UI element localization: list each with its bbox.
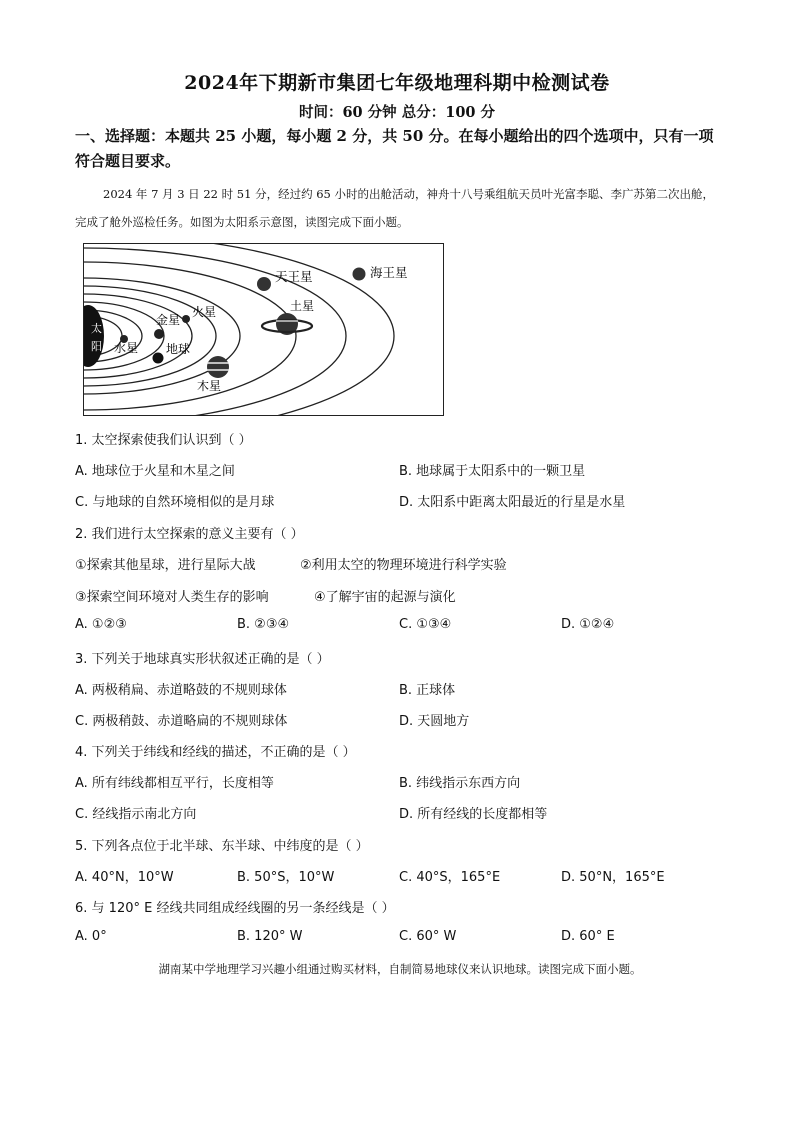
- q2-stem: 2. 我们进行太空探索的意义主要有（ ）: [75, 527, 304, 542]
- venus-icon: [154, 329, 164, 339]
- solar-system-diagram: [84, 244, 443, 415]
- q2-option-d[interactable]: D. ①②④: [561, 617, 615, 632]
- q2-item-1: ①探索其他星球，进行星际大战: [75, 558, 256, 573]
- uranus-icon: [257, 277, 271, 291]
- q5-option-c[interactable]: C. 40°S，165°E: [399, 870, 501, 885]
- q4-option-d[interactable]: D. 所有经线的长度都相等: [399, 807, 548, 822]
- label-saturn: 土星: [290, 299, 315, 313]
- q1-option-c[interactable]: C. 与地球的自然环境相似的是月球: [75, 495, 275, 510]
- q3-option-c[interactable]: C. 两极稍鼓、赤道略扁的不规则球体: [75, 714, 288, 729]
- q1-option-b[interactable]: B. 地球属于太阳系中的一颗卫星: [399, 464, 586, 479]
- q1-option-a[interactable]: A. 地球位于火星和木星之间: [75, 464, 235, 479]
- q4-stem: 4. 下列关于纬线和经线的描述，不正确的是（ ）: [75, 745, 356, 760]
- q3-option-d[interactable]: D. 天圆地方: [399, 714, 470, 729]
- intro-paragraph: 2024 年 7 月 3 日 22 时 51 分，经过约 65 小时的出舱活动，神舟十八号乘组航天员叶光富李聪、李广苏第二次出舱，完成了舱外巡检任务。如图为太阳系示意图，读图完成下面小题。: [75, 187, 715, 229]
- q4-option-c[interactable]: C. 经线指示南北方向: [75, 807, 197, 822]
- jupiter-icon: [207, 356, 229, 378]
- sun-icon: [84, 305, 104, 367]
- label-venus: 金星: [156, 313, 181, 327]
- q6-option-a[interactable]: A. 0°: [75, 929, 107, 944]
- q1-option-d[interactable]: D. 太阳系中距离太阳最近的行星是水星: [399, 495, 626, 510]
- label-uranus: 天王星: [275, 269, 313, 284]
- q6-option-d[interactable]: D. 60° E: [561, 929, 615, 944]
- q4-option-a[interactable]: A. 所有纬线都相互平行，长度相等: [75, 776, 274, 791]
- page-title: 2024年下期新市集团七年级地理科期中检测试卷: [184, 72, 610, 94]
- label-earth: 地球: [166, 342, 191, 356]
- neptune-icon: [353, 268, 366, 281]
- q3-option-b[interactable]: B. 正球体: [399, 683, 456, 698]
- sun-label-top: 太: [91, 322, 102, 335]
- earth-icon: [153, 353, 164, 364]
- label-mars: 火星: [192, 305, 217, 319]
- orbits: [84, 244, 394, 415]
- q6-stem: 6. 与 120° E 经线共同组成经线圈的另一条经线是（ ）: [75, 901, 395, 916]
- q6-option-c[interactable]: C. 60° W: [399, 929, 457, 944]
- q3-stem: 3. 下列关于地球真实形状叙述正确的是（ ）: [75, 652, 330, 667]
- q2-item-3: ③探索空间环境对人类生存的影响: [75, 590, 269, 605]
- q2-option-a[interactable]: A. ①②③: [75, 617, 127, 632]
- next-section-intro: 湖南某中学地理学习兴趣小组通过购买材料，自制简易地球仪来认识地球。读图完成下面小题。: [158, 962, 642, 976]
- q2-item-4: ④了解宇宙的起源与演化: [314, 590, 456, 605]
- q2-option-c[interactable]: C. ①③④: [399, 617, 452, 632]
- section-header: 一、选择题：本题共 25 小题，每小题 2 分，共 50 分。在每小题给出的四个选项中，只有一项符合题目要求。: [75, 127, 714, 170]
- solar-system-figure: [83, 243, 444, 416]
- q3-option-a[interactable]: A. 两极稍扁、赤道略鼓的不规则球体: [75, 683, 287, 698]
- q1-stem: 1. 太空探索使我们认识到（ ）: [75, 433, 252, 448]
- exam-time-score: 时间：60 分钟 总分：100 分: [298, 104, 496, 121]
- mars-icon: [182, 315, 190, 323]
- q6-option-b[interactable]: B. 120° W: [237, 929, 303, 944]
- label-jupiter: 木星: [197, 379, 222, 393]
- label-neptune: 海王星: [370, 265, 408, 280]
- q5-option-b[interactable]: B. 50°S，10°W: [237, 870, 335, 885]
- q5-option-d[interactable]: D. 50°N，165°E: [561, 870, 665, 885]
- q2-item-2: ②利用太空的物理环境进行科学实验: [300, 558, 507, 573]
- label-mercury: 水星: [114, 341, 139, 355]
- q2-option-b[interactable]: B. ②③④: [237, 617, 290, 632]
- q5-stem: 5. 下列各点位于北半球、东半球、中纬度的是（ ）: [75, 839, 369, 854]
- saturn-icon: [262, 313, 312, 335]
- q4-option-b[interactable]: B. 纬线指示东西方向: [399, 776, 521, 791]
- q5-option-a[interactable]: A. 40°N，10°W: [75, 870, 174, 885]
- sun-label-bottom: 阳: [91, 340, 102, 353]
